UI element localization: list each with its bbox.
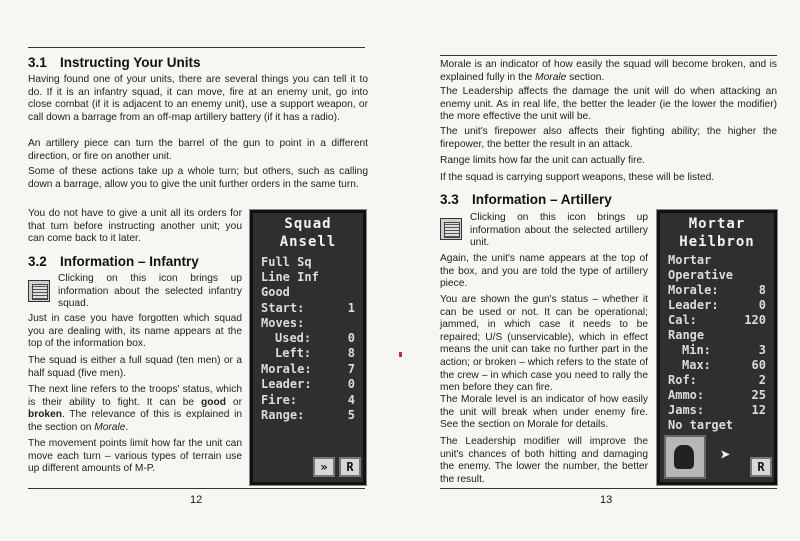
next-unit-button[interactable]: » (313, 457, 335, 477)
row-value: 7 (347, 362, 355, 376)
paragraph: The movement points limit how far the unit can move each turn – various types of terrain use up different amounts of M-P. (28, 438, 242, 475)
top-rule (28, 47, 365, 48)
bottom-rule (28, 488, 365, 489)
text-run: section. (566, 71, 605, 83)
row-label: Min: (682, 343, 711, 357)
text-run: . (125, 421, 129, 433)
panel-row (668, 403, 766, 417)
text-run: Morale is an indicator of how easily the squad will become broken, and is explained fully in the (440, 59, 777, 83)
top-rule (440, 55, 777, 56)
section-3-2-heading (28, 254, 199, 269)
panel-row (261, 362, 355, 376)
panel-line (261, 285, 355, 299)
panel-line (261, 255, 355, 269)
page-number: 12 (190, 494, 203, 506)
row-label: Range (668, 328, 705, 342)
panel-title: Mortar (688, 216, 746, 232)
panel-row (668, 298, 766, 312)
mortar-crew-portrait (664, 435, 706, 479)
panel-row (275, 346, 355, 360)
row-value: 0 (347, 377, 355, 391)
info-icon (440, 218, 462, 240)
row-text: Line Inf (261, 270, 319, 284)
return-button[interactable]: R (339, 457, 361, 477)
panel-row (668, 283, 766, 297)
panel-row (682, 358, 766, 372)
row-label: Start: (261, 301, 305, 315)
text-run-italic: Morale (94, 421, 126, 433)
row-label: Cal: (668, 313, 697, 327)
panel-row (261, 316, 355, 330)
right-page (400, 0, 800, 541)
paragraph: Clicking on this icon brings up information about the selected artillery unit. (470, 212, 648, 249)
row-value: 25 (751, 388, 766, 402)
row-label: Leader: (261, 377, 312, 391)
section-3-1-heading (28, 55, 201, 70)
panel-row (261, 393, 355, 407)
row-label: Jams: (668, 403, 705, 417)
panel-row (668, 373, 766, 387)
panel-line (261, 270, 355, 284)
panel-row (261, 377, 355, 391)
panel-row (261, 301, 355, 315)
section-3-3-heading (440, 192, 612, 207)
section-title: Instructing Your Units (60, 55, 201, 70)
paragraph: The Morale level is an indicator of how easily the unit will break when under enemy fire. See the section on Morale for details. (440, 394, 648, 431)
panel-row (682, 343, 766, 357)
row-value: 0 (347, 331, 355, 345)
squad-info-panel (250, 210, 366, 485)
row-value: 4 (347, 393, 355, 407)
row-value: 120 (744, 313, 766, 327)
paragraph: The Leadership modifier will improve the unit's chances of both hitting and damaging the enemy. The lower the number, the better the result. (440, 436, 648, 485)
text-run-bold: good (201, 396, 226, 408)
section-title: Information – Artillery (472, 192, 612, 207)
row-label: Morale: (668, 283, 719, 297)
row-value: 8 (758, 283, 766, 297)
section-title: Information – Infantry (60, 254, 199, 269)
paragraph: You are shown the gun's status – whether it can be used or not. It can be operational; jammed, in which case it needs to be repaired; U/S (unservicable), which in effect means the unit can take no further part in the action; or broken – which refers to the state of the crew – in which case you need to rally the men before they can fire. (440, 294, 648, 394)
return-button[interactable]: R (750, 457, 772, 477)
text-run: The next line refers to the troops' status, which is their ability to fight. It can be (28, 384, 242, 408)
row-label: Leader: (668, 298, 719, 312)
info-icon (28, 280, 50, 302)
paragraph: Again, the unit's name appears at the top of the box, and you are told the type of artillery piece. (440, 253, 648, 290)
section-number: 3.1 (28, 55, 47, 70)
paragraph: Some of these actions take up a whole turn; but others, such as calling down a barrage, allow you to give the unit further orders in the same turn. (28, 166, 368, 190)
paragraph: Clicking on this icon brings up information about the selected infantry squad. (58, 273, 242, 310)
paragraph: Just in case you have forgotten which squad you are dealing with, its name appears at the top of the information box. (28, 313, 242, 350)
row-text: Mortar (668, 253, 712, 267)
paragraph: If the squad is carrying support weapons, these will be listed. (440, 172, 715, 183)
panel-row (668, 328, 766, 342)
paragraph: Having found one of your units, there are several things you can tell it to do. If it is an infantry squad, it can move, fire at an enemy unit, go into close combat (if it is adjacent to an enemy unit), use a support weapon, or call down a barrage from an off-map artillery battery (if it has a radio). (28, 74, 368, 123)
panel-row (668, 388, 766, 402)
panel-line (668, 268, 766, 282)
paragraph: Range limits how far the unit can actually fire. (440, 155, 645, 166)
paragraph (440, 59, 777, 84)
row-value: 5 (347, 408, 355, 422)
row-text: Good (261, 285, 290, 299)
row-text: Full Sq (261, 255, 312, 269)
panel-row (668, 418, 766, 432)
panel-row (261, 408, 355, 422)
row-label: Left: (275, 346, 312, 360)
paragraph: The unit's firepower also affects their fighting ability; the higher the firepower, the better the result in an attack. (440, 126, 777, 150)
pointer-cursor-icon: ➤ (720, 445, 731, 466)
row-label: Fire: (261, 393, 298, 407)
panel-line (668, 253, 766, 267)
section-number: 3.2 (28, 254, 47, 269)
artillery-info-panel (657, 210, 777, 485)
page-number: 13 (600, 494, 613, 506)
row-label: Used: (275, 331, 312, 345)
text-run: or (225, 396, 242, 408)
panel-title: Squad (284, 216, 332, 232)
row-value: 0 (758, 298, 766, 312)
row-value: 12 (751, 403, 766, 417)
text-run-italic: Morale (535, 71, 567, 83)
row-label: Moves: (261, 316, 305, 330)
text-run: . The relevance of this is explained in the section on (28, 409, 242, 433)
panel-row (275, 331, 355, 345)
row-label: Rof: (668, 373, 697, 387)
row-value: 60 (751, 358, 766, 372)
row-label: Ammo: (668, 388, 705, 402)
section-number: 3.3 (440, 192, 459, 207)
row-label: Range: (261, 408, 305, 422)
row-value: 8 (347, 346, 355, 360)
paragraph: An artillery piece can turn the barrel of the gun to point in a different direction, or fire on another unit. (28, 138, 368, 162)
row-text: Operative (668, 268, 734, 282)
paragraph: You do not have to give a unit all its orders for that turn before instructing another unit; you can come back to it later. (28, 208, 242, 245)
row-value: 3 (758, 343, 766, 357)
panel-unit-name: Ansell (279, 234, 337, 250)
row-label: Max: (682, 358, 711, 372)
panel-unit-name: Heilbron (679, 234, 755, 250)
row-value: 2 (758, 373, 766, 387)
text-run-bold: broken (28, 409, 62, 421)
paragraph (28, 384, 242, 434)
row-label: Morale: (261, 362, 312, 376)
paragraph: The squad is either a full squad (ten men) or a half squad (five men). (28, 355, 242, 379)
row-value: 1 (347, 301, 355, 315)
bottom-rule (440, 488, 777, 489)
paragraph: The Leadership affects the damage the unit will do when attacking an enemy unit. As in real life, the better the leader (ie the lower the modifier) the more effective the unit will be. (440, 86, 777, 123)
panel-row (668, 313, 766, 327)
row-text: No target (668, 418, 734, 432)
